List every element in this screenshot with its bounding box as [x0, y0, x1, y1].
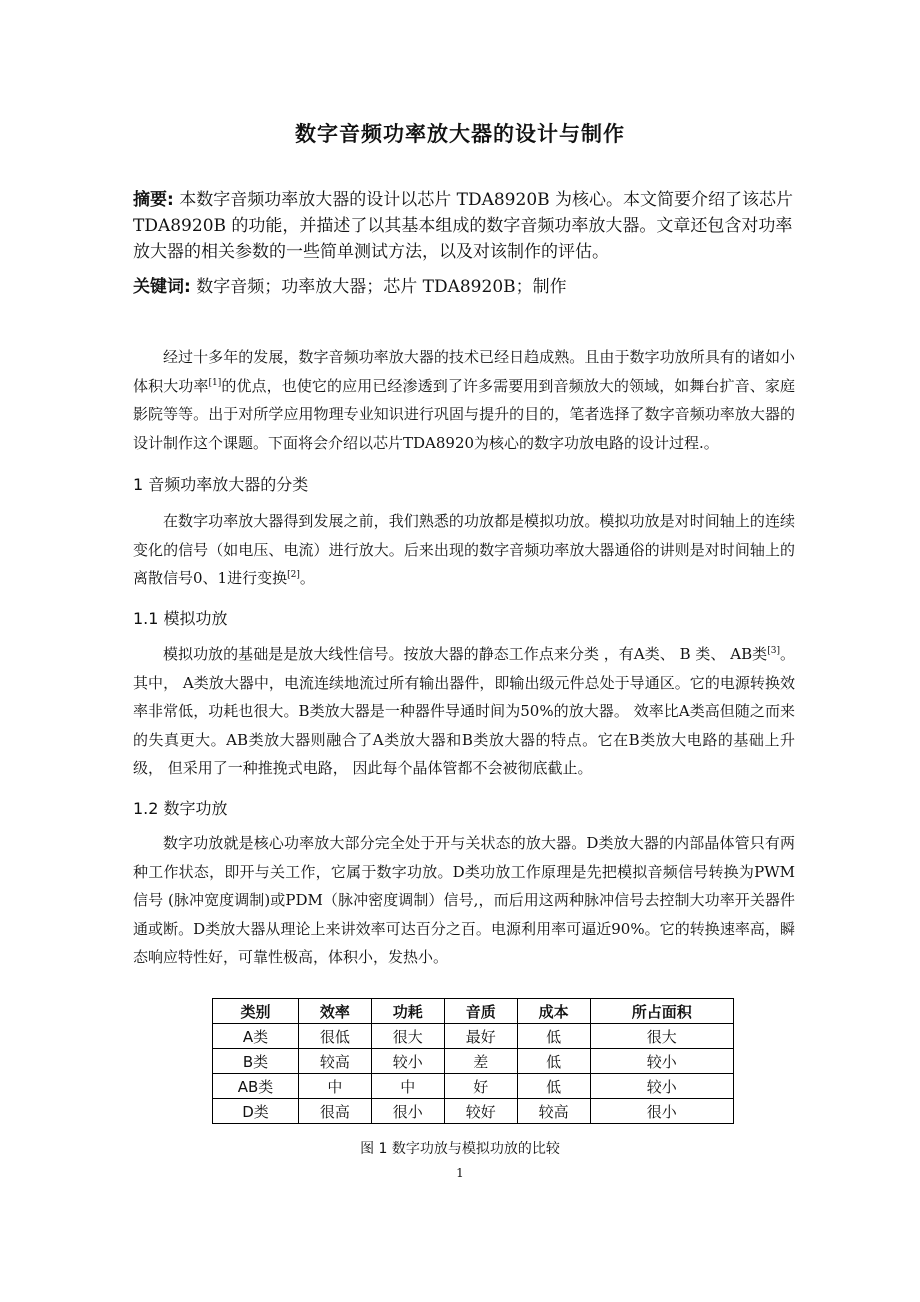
header-cell: 所占面积 [590, 999, 733, 1024]
table-cell: B类 [213, 1049, 299, 1074]
table-cell: 很小 [590, 1099, 733, 1124]
abstract-text: 本数字音频功率放大器的设计以芯片 TDA8920B 为核心。本文简要介绍了该芯片 TDA8920B 的功能，并描述了以其基本组成的数字音频功率放大器。文章还包含对功率放大器的相关参数的一些简单测试方法，以及对该制作的评估。 [133, 190, 794, 262]
section-1-2-paragraph: 数字功放就是核心功率放大部分完全处于开与关状态的放大器。D类放大器的内部晶体管只有两种工作状态，即开与关工作，它属于数字功放。D类功放工作原理是先把模拟音频信号转换为PWM信号 (脉冲宽度调制)或PDM（脉冲密度调制）信号,，而后用这两种脉冲信号去控制大功率开关器件通或断。D类放大器从理论上来讲效率可达百分之百。电源利用率可逼近90%。它的转换速率高，瞬态响应特性好，可靠性极高，体积小，发热小。 [133, 834, 795, 966]
table-header-row [213, 999, 734, 1024]
table-cell: D类 [213, 1099, 299, 1124]
table-cell: 较高 [517, 1099, 590, 1124]
abstract-label: 摘要: [133, 190, 174, 210]
citation-1: [1] [208, 377, 222, 388]
table-cell: 差 [444, 1049, 517, 1074]
table-cell: 很高 [298, 1099, 371, 1124]
table-row [213, 1024, 734, 1049]
table-cell: 中 [298, 1074, 371, 1099]
intro-paragraph [133, 343, 795, 457]
header-cell: 效率 [298, 999, 371, 1024]
section-1-2-heading: 1.2 数字功放 [133, 799, 228, 818]
table-cell: 较高 [298, 1049, 371, 1074]
paper-title: 数字音频功率放大器的设计与制作 [295, 122, 625, 146]
table-cell: 很低 [298, 1024, 371, 1049]
header-cell: 功耗 [371, 999, 444, 1024]
section-1-text-a: 在数字功率放大器得到发展之前，我们熟悉的功放都是模拟功放。模拟功放是对时间轴上的连续变化的信号（如电压、电流）进行放大。后来出现的数字音频功率放大器通俗的讲则是对时间轴上的离散信号0、1进行变换 [133, 512, 795, 587]
table-cell: 较好 [444, 1099, 517, 1124]
table-cell: AB类 [213, 1074, 299, 1099]
table-cell: 最好 [444, 1024, 517, 1049]
table-row [213, 1074, 734, 1099]
citation-2: [2] [287, 570, 300, 580]
table-cell: A类 [213, 1024, 299, 1049]
section-1-1-paragraph [133, 640, 795, 783]
table-cell: 中 [371, 1074, 444, 1099]
table-cell: 好 [444, 1074, 517, 1099]
keywords-label: 关键词: [133, 277, 191, 297]
section-1-paragraph [133, 507, 795, 593]
table-cell: 低 [517, 1024, 590, 1049]
header-cell: 类别 [213, 999, 299, 1024]
table-cell: 很小 [371, 1099, 444, 1124]
header-cell: 成本 [517, 999, 590, 1024]
section-1-heading: 1 音频功率放大器的分类 [133, 475, 309, 494]
intro-text-b: 的优点，也使它的应用已经渗透到了许多需要用到音频放大的领域，如舞台扩音、家庭影院等等。出于对所学应用物理专业知识进行巩固与提升的目的，笔者选择了数字音频功率放大器的设计制作这个课题。下面将会介绍以芯片TDA8920为核心的数字功放电路的设计过程.。 [133, 376, 795, 452]
section-1-1-text-b: 。其中， A类放大器中，电流连续地流过所有输出器件，即输出级元件总处于导通区。它的电源转换效率非常低，功耗也很大。B类放大器是一种器件导通时间为50%的放大器。 效率比A类高但随之而来的失真更大。AB类放大器则融合了A类放大器和B类放大器的特点。它在B类放大电路的基础上升级， 但采用了一种推挽式电路， 因此每个晶体管都不会被彻底截止。 [133, 645, 795, 777]
intro-text-a: 经过十多年的发展，数字音频功率放大器的技术已经日趋成熟。且由于数字功放所具有的诸如小体积大功率 [133, 348, 795, 395]
table-cell: 较小 [590, 1074, 733, 1099]
page-number: 1 [456, 1166, 464, 1180]
table-cell: 较小 [371, 1049, 444, 1074]
comparison-table [212, 998, 734, 1124]
table-cell: 很大 [371, 1024, 444, 1049]
keywords [133, 274, 795, 300]
table-row [213, 1049, 734, 1074]
section-1-1-heading: 1.1 模拟功放 [133, 609, 228, 628]
citation-3: [3] [767, 646, 780, 656]
abstract [133, 187, 795, 265]
table-cell: 较小 [590, 1049, 733, 1074]
table-cell: 低 [517, 1049, 590, 1074]
table-caption: 图 1 数字功放与模拟功放的比较 [360, 1141, 560, 1157]
section-1-text-b: 。 [299, 569, 315, 587]
table-cell: 低 [517, 1074, 590, 1099]
header-cell: 音质 [444, 999, 517, 1024]
table-cell: 很大 [590, 1024, 733, 1049]
section-1-1-text-a: 模拟功放的基础是是放大线性信号。按放大器的静态工作点来分类 ，有A类、 B 类、 AB类 [163, 645, 768, 663]
table-row [213, 1099, 734, 1124]
keywords-text: 数字音频；功率放大器；芯片 TDA8920B；制作 [190, 277, 567, 297]
